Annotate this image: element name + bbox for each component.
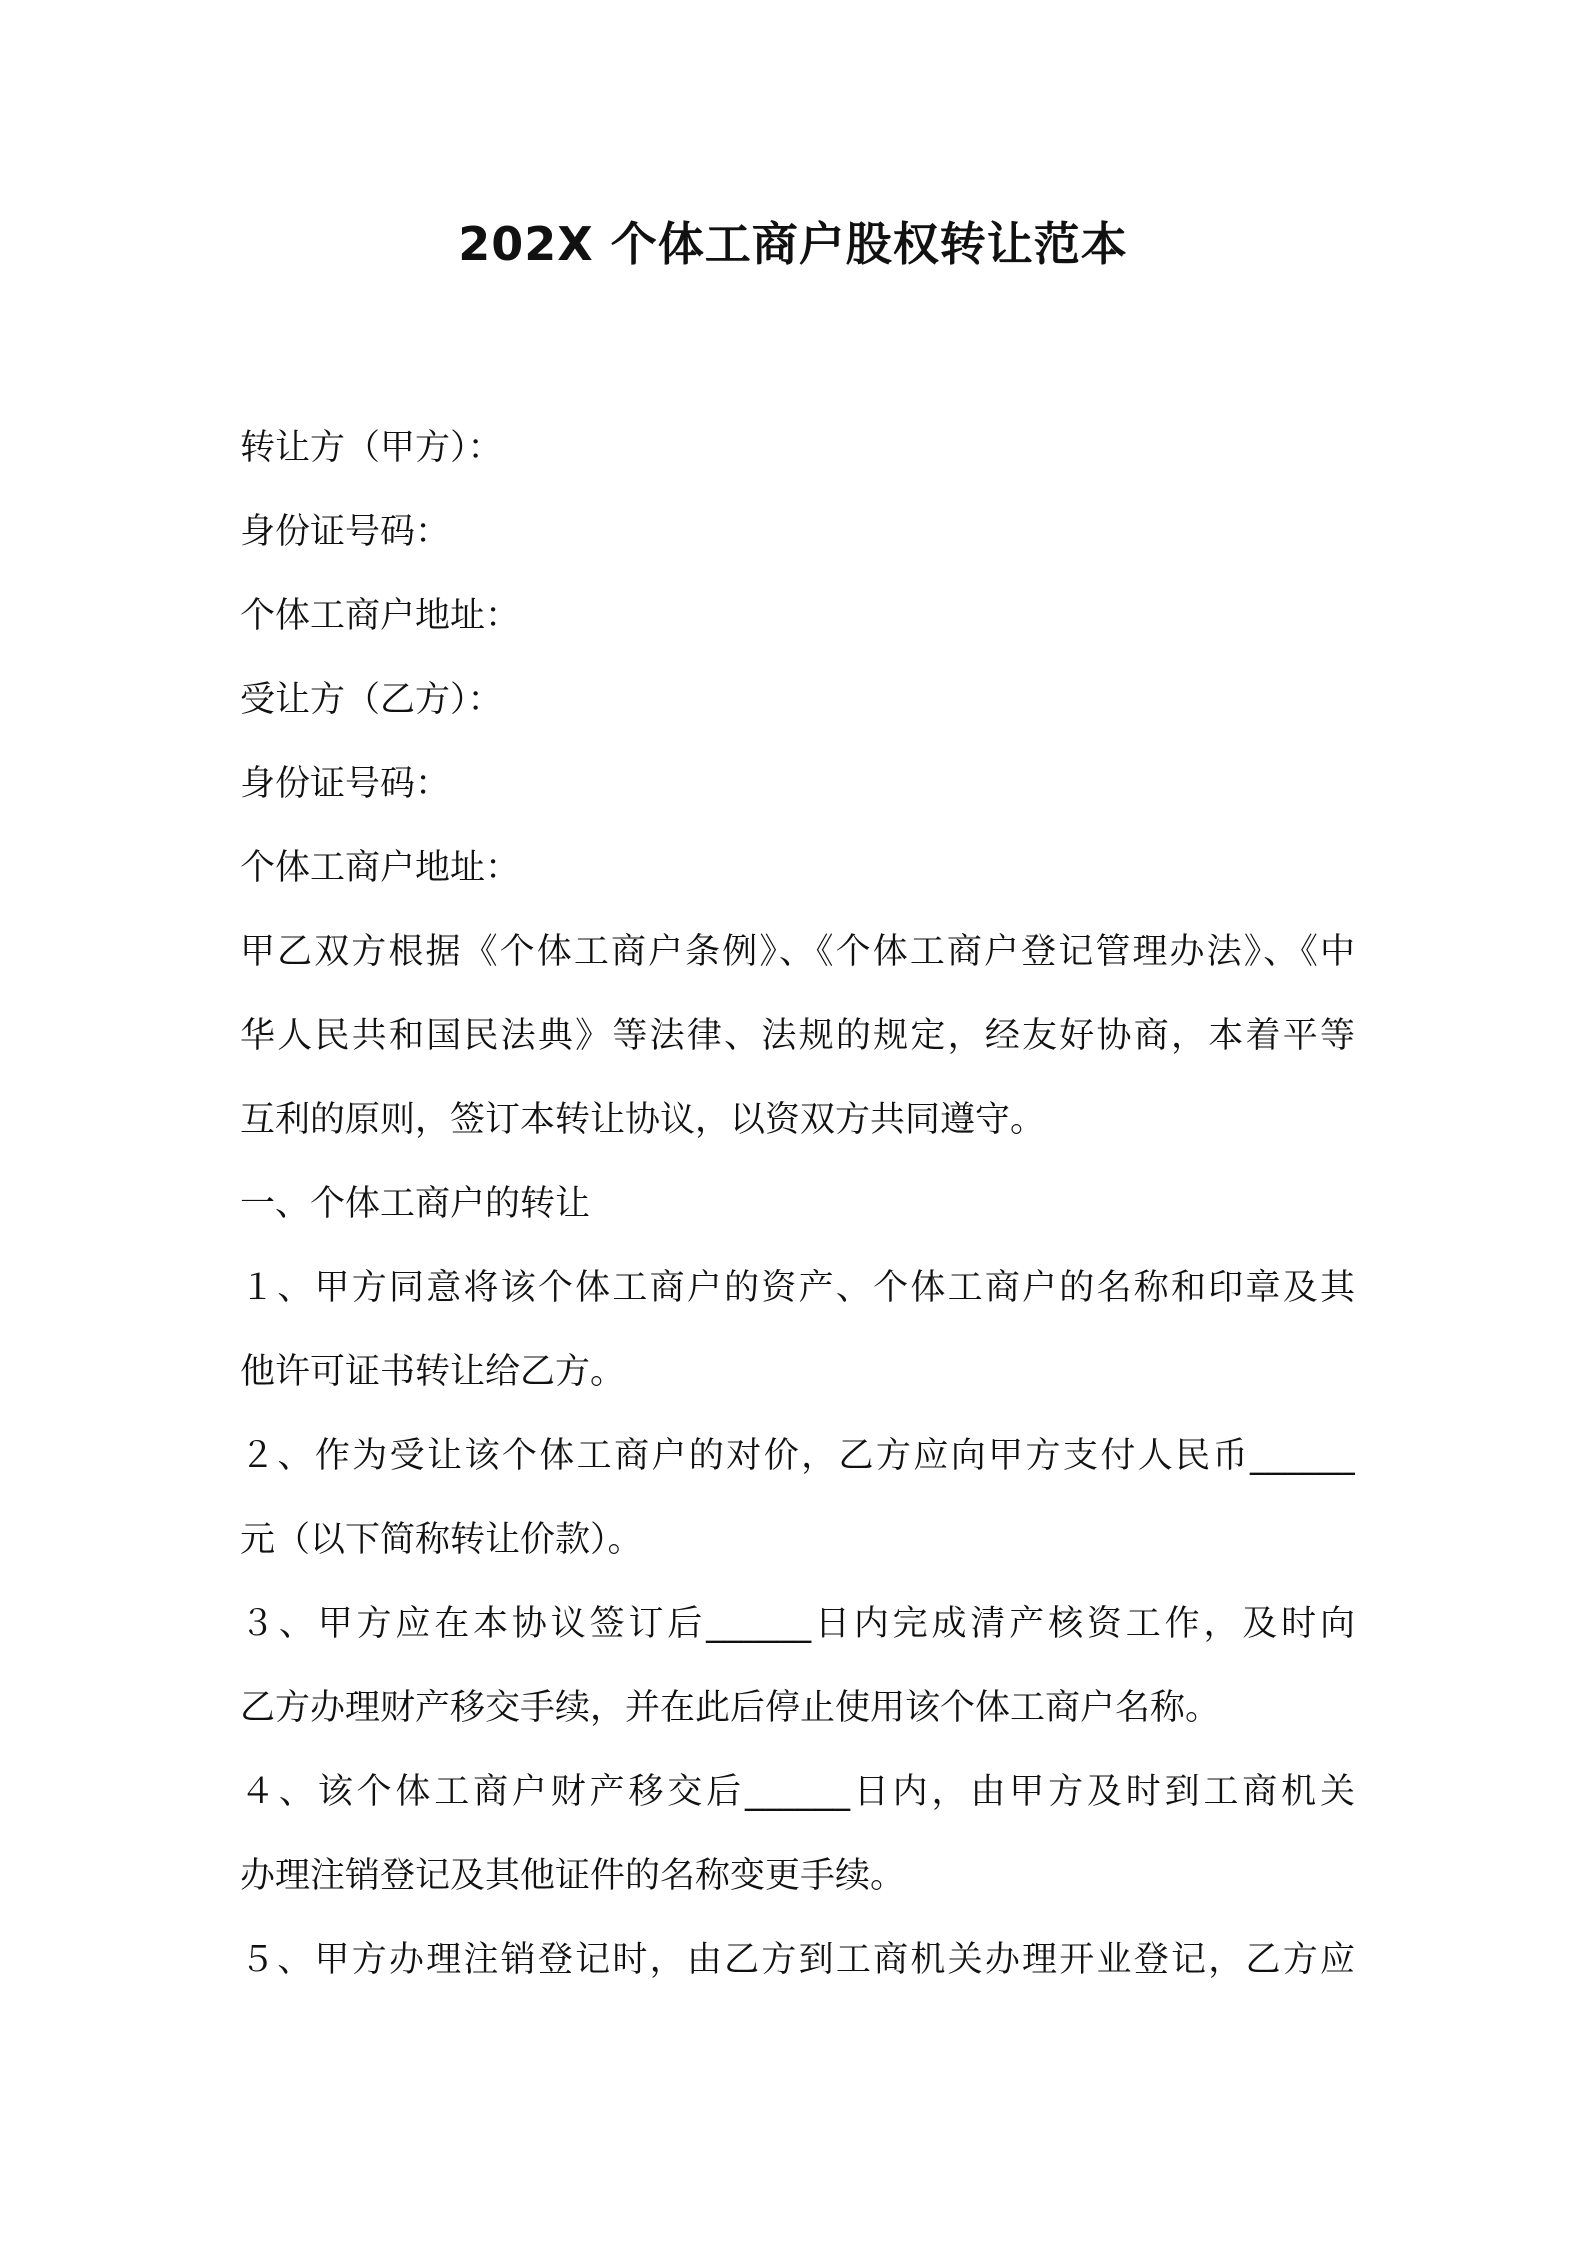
party-b-id-label: 身份证号码： xyxy=(240,764,451,804)
clause-3-line-1: ３、甲方应在本协议签订后______日内完成清产核资工作，及时向 xyxy=(240,1604,1355,1644)
party-b-address-label: 个体工商户地址： xyxy=(240,848,521,888)
document-title: 202X 个体工商户股权转让范本 xyxy=(458,217,1128,271)
clause-1-line-1: １、甲方同意将该个体工商户的资产、个体工商户的名称和印章及其 xyxy=(240,1268,1355,1308)
party-a-id-label: 身份证号码： xyxy=(240,512,451,552)
section-heading-1: 一、个体工商户的转让 xyxy=(240,1184,591,1224)
document-body xyxy=(240,406,1355,2002)
preamble-line-3: 互利的原则，签订本转让协议，以资双方共同遵守。 xyxy=(240,1100,1046,1140)
preamble-line-2: 华人民共和国民法典》等法律、法规的规定，经友好协商，本着平等 xyxy=(240,1016,1355,1056)
clause-2-line-2: 元（以下简称转让价款）。 xyxy=(240,1520,643,1560)
clause-4-line-2: 办理注销登记及其他证件的名称变更手续。 xyxy=(240,1856,906,1896)
party-a-address-label: 个体工商户地址： xyxy=(240,596,521,636)
clause-4-line-1: ４、该个体工商户财产移交后______日内，由甲方及时到工商机关 xyxy=(240,1772,1355,1812)
clause-1-line-2: 他许可证书转让给乙方。 xyxy=(240,1352,626,1392)
clause-2-line-1: ２、作为受让该个体工商户的对价，乙方应向甲方支付人民币______ xyxy=(240,1436,1355,1476)
clause-5-line-1: ５、甲方办理注销登记时，由乙方到工商机关办理开业登记，乙方应 xyxy=(240,1940,1355,1980)
preamble-line-1: 甲乙双方根据《个体工商户条例》、《个体工商户登记管理办法》、《中 xyxy=(240,932,1355,972)
party-b-label: 受让方（乙方）： xyxy=(240,680,503,720)
party-a-label: 转让方（甲方）： xyxy=(240,428,503,468)
clause-3-line-2: 乙方办理财产移交手续，并在此后停止使用该个体工商户名称。 xyxy=(240,1688,1221,1728)
